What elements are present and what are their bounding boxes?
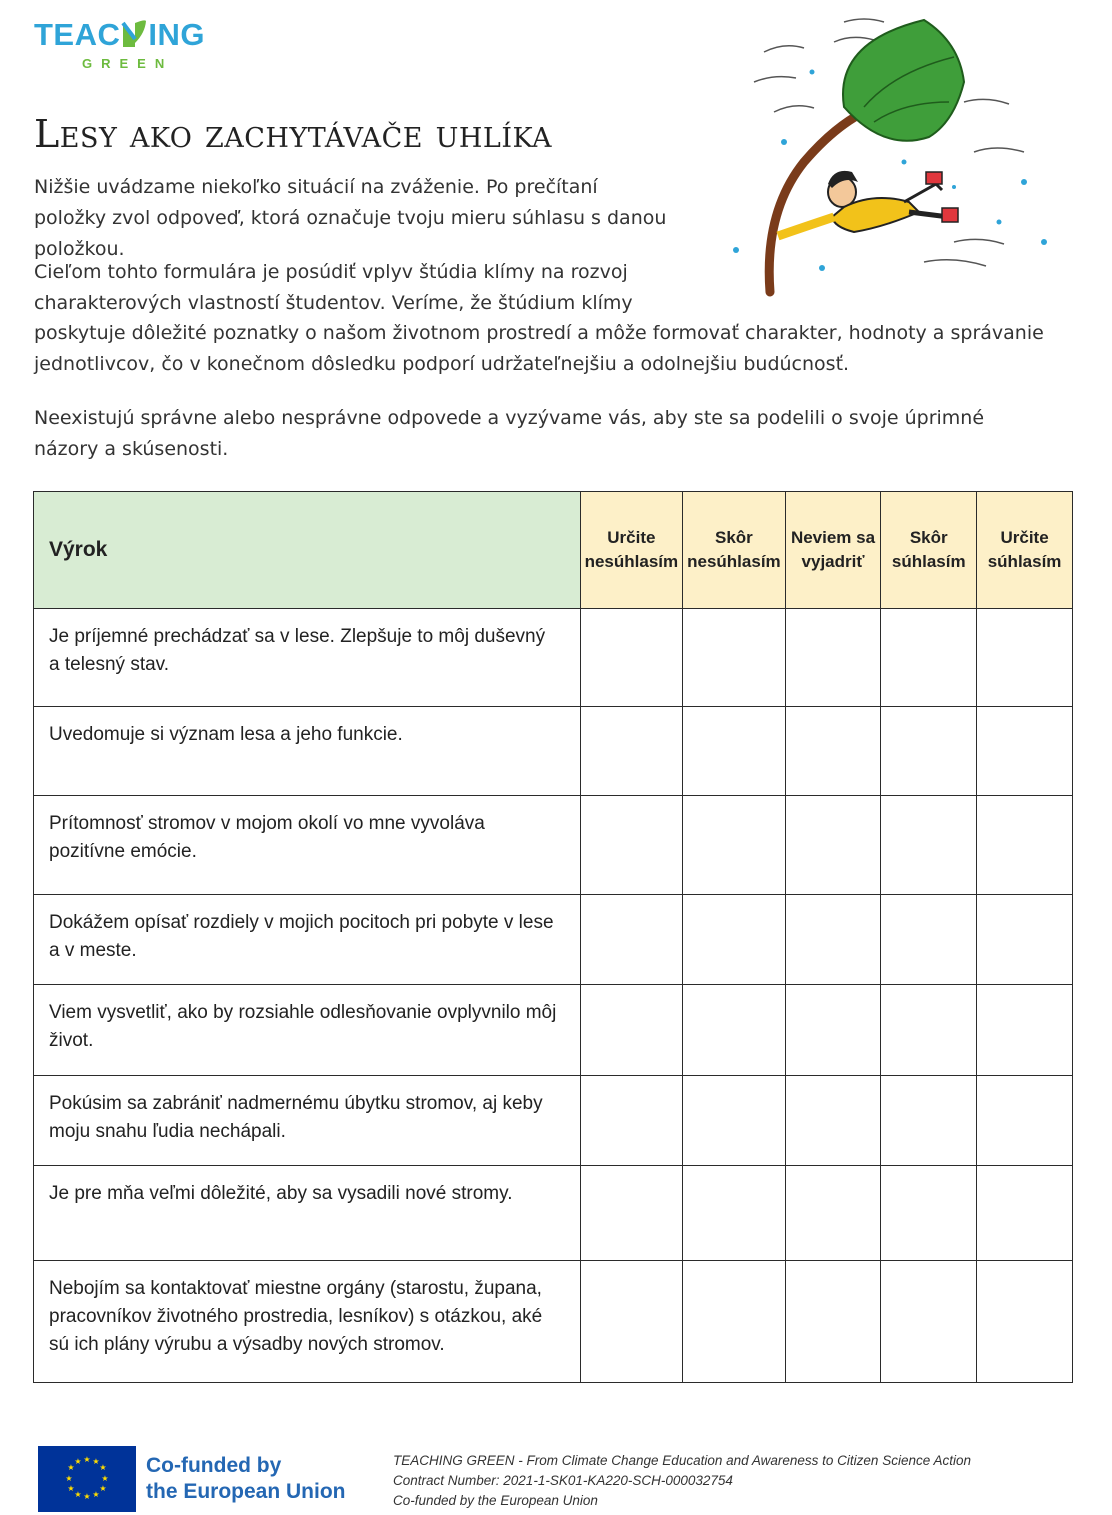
answer-cell-strongly-disagree[interactable] [580,796,683,895]
svg-text:★: ★ [83,1492,91,1501]
answer-cell-agree[interactable] [881,985,977,1076]
contract-number: Contract Number: 2021-1-SK01-KA220-SCH-000032754 [393,1473,733,1488]
option-header-line: Určite [1000,528,1049,547]
eu-flag-icon [38,1446,136,1512]
survey-table [33,491,1073,1383]
answer-cell-neutral[interactable] [785,895,881,985]
answer-cell-agree[interactable] [881,796,977,895]
answer-cell-disagree[interactable] [683,796,786,895]
answer-cell-strongly-disagree[interactable] [580,895,683,985]
table-row [34,1076,1073,1166]
answer-cell-strongly-disagree[interactable] [580,707,683,796]
answer-cell-strongly-disagree[interactable] [580,1076,683,1166]
answer-cell-strongly-disagree[interactable] [580,609,683,707]
answer-cell-neutral[interactable] [785,985,881,1076]
answer-cell-strongly-agree[interactable] [977,1076,1073,1166]
answer-cell-strongly-agree[interactable] [977,707,1073,796]
answer-cell-disagree[interactable] [683,1166,786,1261]
answer-cell-strongly-agree[interactable] [977,609,1073,707]
logo-text-left: TEAC [34,17,121,52]
table-row [34,707,1073,796]
cofunded-label [146,1453,346,1505]
svg-text:★: ★ [92,1490,100,1499]
table-row [34,1261,1073,1383]
answer-cell-neutral[interactable] [785,796,881,895]
option-header-line: súhlasím [891,552,966,571]
answer-cell-disagree[interactable] [683,895,786,985]
answer-cell-agree[interactable] [881,895,977,985]
option-header-line: Skôr [909,528,948,547]
logo-subtitle: GREEN [82,56,174,71]
option-header-line: Skôr [715,528,753,547]
table-row [34,985,1073,1076]
intro-paragraph-3: Neexistujú správne alebo nesprávne odpovede a vyzývame vás, aby ste sa podelili o svoje úprimné názory a skúsenosti. [34,407,985,460]
table-row [34,895,1073,985]
svg-text:★: ★ [74,1457,82,1466]
table-row [34,609,1073,707]
project-title: TEACHING GREEN - From Climate Change Education and Awareness to Citizen Science Action [393,1453,971,1468]
statement-text: Viem vysvetliť, ako by rozsiahle odlesňovanie ovplyvnilo môj život. [34,985,581,1076]
svg-text:★: ★ [83,1455,91,1464]
answer-cell-strongly-agree[interactable] [977,985,1073,1076]
option-header-strongly-agree [977,492,1073,609]
svg-text:★: ★ [92,1457,100,1466]
answer-cell-neutral[interactable] [785,1166,881,1261]
svg-text:★: ★ [67,1484,75,1493]
table-row [34,1166,1073,1261]
option-header-neutral [785,492,881,609]
option-header-line: súhlasím [987,552,1062,571]
intro-paragraph-2a: Cieľom tohto formulára je posúdiť vplyv štúdia klímy na rozvoj charakterových vlastností študentov. Veríme, že štúdium klímy [34,261,633,314]
statement-text: Pokúsim sa zabrániť nadmernému úbytku stromov, aj keby moju snahu ľudia nechápali. [34,1076,581,1166]
answer-cell-neutral[interactable] [785,707,881,796]
cofunded-line: Co-funded by [146,1454,282,1477]
logo-text-right: ING [148,17,206,52]
statement-text: Je príjemné prechádzať sa v lese. Zlepšuje to môj duševný a telesný stav. [34,609,581,707]
option-header-strongly-disagree [580,492,683,609]
svg-text:★: ★ [99,1463,107,1472]
option-header-line: Určite [607,528,656,547]
option-header-agree [881,492,977,609]
logo-wordmark [34,18,205,52]
answer-cell-disagree[interactable] [683,1261,786,1383]
answer-cell-strongly-agree[interactable] [977,895,1073,985]
statement-text: Uvedomuje si význam lesa a jeho funkcie. [34,707,581,796]
option-header-disagree [683,492,786,609]
answer-cell-disagree[interactable] [683,707,786,796]
answer-cell-strongly-agree[interactable] [977,796,1073,895]
table-header-row [34,492,1073,609]
intro-paragraph-2b: poskytuje dôležité poznatky o našom životnom prostredí a môže formovať charakter, hodnoty a správanie jednotlivcov, čo v konečnom dôsledku podporí udržateľnejšiu a odolnejšiu budúcnosť. [34,322,1044,375]
answer-cell-strongly-disagree[interactable] [580,1261,683,1383]
answer-cell-strongly-disagree[interactable] [580,1166,683,1261]
answer-cell-agree[interactable] [881,707,977,796]
page-title: Lesy ako zachytávače uhlíka [34,112,553,156]
statement-column-header: Výrok [34,492,581,609]
answer-cell-agree[interactable] [881,1261,977,1383]
teaching-green-logo [34,18,244,78]
statement-text: Dokážem opísať rozdiely v mojich pocitoch pri pobyte v lese a v meste. [34,895,581,985]
answer-cell-strongly-agree[interactable] [977,1261,1073,1383]
answer-cell-neutral[interactable] [785,609,881,707]
intro-paragraph-1: Nižšie uvádzame niekoľko situácií na zváženie. Po prečítaní položky zvol odpoveď, ktorá označuje tvoju mieru súhlasu s danou položkou. [34,176,667,260]
project-info [393,1451,971,1511]
option-header-line: vyjadriť [801,552,865,571]
answer-cell-strongly-disagree[interactable] [580,985,683,1076]
option-header-line: nesúhlasím [584,552,679,571]
answer-cell-agree[interactable] [881,1166,977,1261]
cofunded-line: the European Union [146,1480,346,1503]
cofunded-note: Co-funded by the European Union [393,1493,598,1508]
svg-text:★: ★ [74,1490,82,1499]
statement-text: Prítomnosť stromov v mojom okolí vo mne vyvoláva pozitívne emócie. [34,796,581,895]
statement-text: Je pre mňa veľmi dôležité, aby sa vysadili nové stromy. [34,1166,581,1261]
statement-text: Nebojím sa kontaktovať miestne orgány (starostu, župana, pracovníkov životného prostredia, lesníkov) s otázkou, aké sú ich plány výrubu a výsadby nových stromov. [34,1261,581,1383]
leaf-icon [121,19,147,49]
answer-cell-agree[interactable] [881,609,977,707]
svg-text:★: ★ [65,1474,73,1483]
answer-cell-disagree[interactable] [683,985,786,1076]
answer-cell-disagree[interactable] [683,609,786,707]
answer-cell-neutral[interactable] [785,1261,881,1383]
table-row [34,796,1073,895]
answer-cell-agree[interactable] [881,1076,977,1166]
svg-text:★: ★ [99,1484,107,1493]
answer-cell-disagree[interactable] [683,1076,786,1166]
svg-text:★: ★ [101,1474,109,1483]
windblown-tree-illustration [724,12,1054,297]
option-header-line: Neviem sa [790,528,876,547]
answer-cell-neutral[interactable] [785,1076,881,1166]
svg-text:★: ★ [67,1463,75,1472]
option-header-line: nesúhlasím [687,552,781,571]
answer-cell-strongly-agree[interactable] [977,1166,1073,1261]
